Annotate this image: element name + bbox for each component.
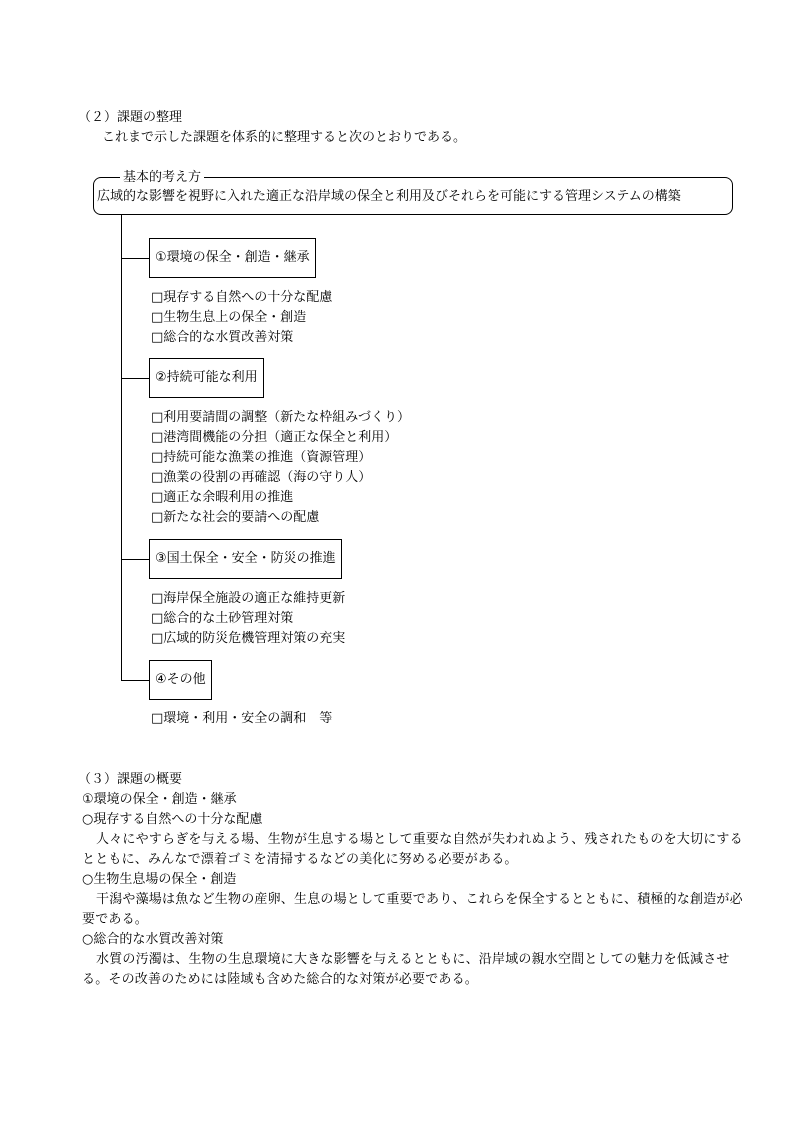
list-item: □港湾間機能の分担（適正な保全と利用） [151,430,398,445]
framework-legend: 基本的考え方 [120,168,204,188]
list-item: □総合的な水質改善対策 [151,330,294,345]
category-box-environment [149,238,316,278]
tree-trunk-line [121,215,122,680]
framework-text: 広域的な影響を視野に入れた適正な沿岸域の保全と利用及びそれらを可能にする管理システムの構築 [97,189,681,204]
topic-title: ○総合的な水質改善対策 [82,932,224,947]
topic-title: ○生物生息場の保全・創造 [82,872,237,887]
category-title: ①環境の保全・創造・継承 [155,250,310,265]
list-item: □新たな社会的要請への配慮 [151,510,320,525]
topic-body: 水質の汚濁は、生物の生息環境に大きな影響を与えるとともに、沿岸域の親水空間としての魅力を低減させる。その改善のためには陸域も含めた総合的な対策が必要である。 [82,952,730,987]
topic-body: 人々にやすらぎを与える場、生物が生息する場として重要な自然が失われぬよう、残されたものを大切にするとともに、みんなで漂着ゴミを清掃するなどの美化に努める必要がある。 [82,832,743,867]
category-box-disaster-prevention [149,539,342,579]
list-item: □環境・利用・安全の調和 等 [151,711,333,726]
category-box-sustainable-use [149,358,264,398]
section-3-subheading: ①環境の保全・創造・継承 [82,792,237,807]
branch-line-2 [121,378,149,379]
branch-line-1 [121,258,149,259]
list-item: □現存する自然への十分な配慮 [151,290,333,305]
category-title: ③国土保全・安全・防災の推進 [155,551,336,566]
branch-line-4 [121,680,149,681]
branch-line-3 [121,559,149,560]
category-box-other [149,660,212,700]
list-item: □適正な余暇利用の推進 [151,490,294,505]
list-item: □漁業の役割の再確認（海の守り人） [151,470,372,485]
section-3-heading: （３）課題の概要 [78,772,183,787]
list-item: □持続可能な漁業の推進（資源管理） [151,450,372,465]
list-item: □生物生息上の保全・創造 [151,310,307,325]
category-title: ②持続可能な利用 [155,370,258,385]
section-2-lead: これまで示した課題を体系的に整理すると次のとおりである。 [102,130,467,145]
topic-body: 干潟や藻場は魚など生物の産卵、生息の場として重要であり、これらを保全するとともに、積極的な創造が必要である。 [82,892,743,927]
section-2-heading: （２）課題の整理 [78,110,183,125]
list-item: □海岸保全施設の適正な維持更新 [151,591,346,606]
category-title: ④その他 [155,672,206,687]
list-item: □利用要請間の調整（新たな枠組みづくり） [151,410,411,425]
list-item: □広域的防災危機管理対策の充実 [151,631,346,646]
list-item: □総合的な土砂管理対策 [151,611,294,626]
topic-title: ○現存する自然への十分な配慮 [82,812,263,827]
